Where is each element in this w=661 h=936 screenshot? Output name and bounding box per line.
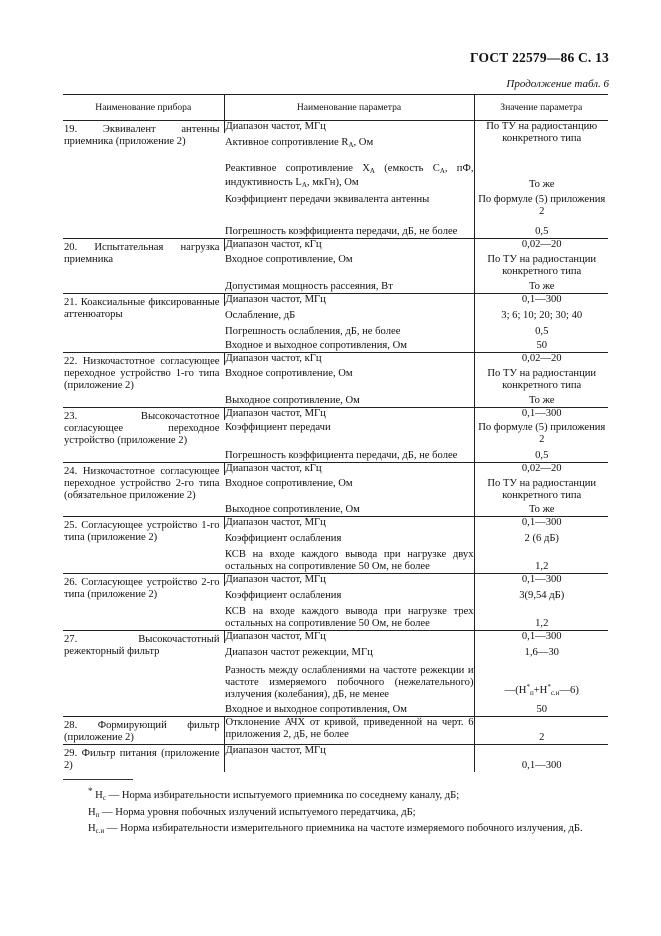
parameter-name: Входное сопротивление, Ом: [225, 368, 353, 379]
parameter-name: Выходное сопротивление, Ом: [225, 395, 360, 406]
parameter-name: Входное сопротивление, Ом: [225, 478, 353, 489]
column-header-parameter: Наименование параметра: [224, 95, 474, 121]
device-name: 20. Испытательная нагрузка приемника: [63, 239, 224, 294]
parameter-value: 0,02—20: [474, 463, 608, 476]
table-row: [63, 121, 608, 134]
device-name: 28. Формирующий фильтр (приложение 2): [63, 717, 224, 745]
parameter-name: Диапазон частот, МГц: [224, 631, 474, 644]
parameter-value: 0,1—300: [474, 294, 608, 307]
parameter-name: Диапазон частот, кГц: [224, 463, 474, 476]
parameter-name: КСВ на входе каждого вывода при нагрузке трех остальных на сопротивление 50 Ом, не более: [225, 606, 474, 629]
parameter-value: 0,02—20: [474, 239, 608, 252]
device-name: 27. Высокочастотный режекторный фильтр: [63, 631, 224, 717]
device-name: 21. Коаксиальные фиксированные аттенюаторы: [63, 294, 224, 353]
column-header-device: Наименование прибора: [63, 95, 224, 121]
parameter-name: Погрешность коэффициента передачи, дБ, не более: [225, 226, 458, 237]
parameter-name: Диапазон частот режекции, МГц: [225, 647, 373, 658]
table-row: [63, 353, 608, 366]
column-header-value: Значение параметра: [474, 95, 608, 121]
parameter-value: 0,1—300: [474, 517, 608, 530]
parameter-name: Диапазон частот, кГц: [224, 239, 474, 252]
table-header-row: [63, 95, 608, 121]
device-name: 22. Низкочастотное согласующее переходное устройство 1-го типа (приложение 2): [63, 353, 224, 408]
parameter-name: Диапазон частот, МГц: [224, 408, 474, 421]
parameter-value: 1,2: [474, 545, 608, 574]
table-row: [63, 574, 608, 587]
parameter-name: Активное сопротивление $R_А$, Ом: [225, 137, 374, 149]
parameter-name: Коэффициент передачи эквивалента антенны: [225, 194, 430, 205]
table-continuation-label: Продолжение табл. 6: [506, 78, 609, 90]
parameter-name: Диапазон частот, МГц: [224, 294, 474, 307]
parameter-name: Диапазон частот, МГц: [224, 517, 474, 530]
parameter-name: Разность между ослаблениями на частоте режекции и частоте измеряемого побочного (нежелательного) излучения (колебания), дБ, не менее: [225, 665, 474, 700]
parameter-value: 2: [474, 717, 608, 745]
parameter-name: Допустимая мощность рассеяния, Вт: [225, 281, 393, 292]
page-header: ГОСТ 22579—86 С. 13: [470, 50, 609, 65]
parameter-name: Входное и выходное сопротивления, Ом: [225, 704, 407, 715]
table-row: [63, 631, 608, 644]
equipment-table: [63, 94, 608, 772]
parameter-name: Погрешность коэффициента передачи, дБ, не более: [225, 450, 458, 461]
device-name: 25. Согласующее устройство 1-го типа (приложение 2): [63, 517, 224, 574]
parameter-value: 1,6—30: [474, 643, 608, 659]
table-row: [63, 517, 608, 530]
device-name: 29. Фильтр питания (приложение 2): [63, 745, 224, 773]
parameter-value: 0,02—20: [474, 353, 608, 366]
parameter-value: То же: [474, 502, 608, 517]
parameter-value: 0,5: [474, 322, 608, 338]
parameter-name: Коэффициент передачи: [225, 422, 331, 433]
footnotes: [88, 785, 583, 839]
parameter-name: Диапазон частот, кГц: [224, 353, 474, 366]
parameter-name: Реактивное сопротивление $X_А$ (емкость $C_А$, пФ, индуктивность $L_А$, мкГн), Ом: [225, 163, 474, 189]
table-row: [63, 717, 608, 745]
device-name: 24. Низкочастотное согласующее переходное устройство 2-го типа (обязательное приложение 2): [63, 463, 224, 517]
device-name: 19. Эквивалент антенны приемника (приложение 2): [63, 121, 224, 239]
parameter-value: $—(Н^*_п+Н^*_{с.и}—6)$: [474, 659, 608, 701]
parameter-value: 0,1—300: [474, 745, 608, 773]
parameter-name: Выходное сопротивление, Ом: [225, 504, 360, 515]
parameter-value: 1,2: [474, 602, 608, 631]
parameter-name: Коэффициент ослабления: [225, 533, 342, 544]
parameter-value: По ТУ на радиостанции конкретного типа: [474, 365, 608, 392]
parameter-value: То же: [474, 392, 608, 408]
parameter-value: 0,5: [474, 446, 608, 463]
parameter-value: 3; 6; 10; 20; 30; 40: [474, 306, 608, 322]
parameter-value: 0,1—300: [474, 574, 608, 587]
parameter-name: Ослабление, дБ: [225, 310, 296, 321]
parameter-value: 0,5: [474, 218, 608, 239]
table-row: [63, 294, 608, 307]
parameter-value: По формуле (5) приложения 2: [474, 191, 608, 218]
parameter-name: Диапазон частот, МГц: [224, 121, 474, 134]
parameter-value: По формуле (5) приложения 2: [474, 420, 608, 446]
parameter-value: 2 (6 дБ): [474, 529, 608, 545]
parameter-name: Коэффициент ослабления: [225, 590, 342, 601]
table-row: [63, 745, 608, 773]
parameter-value: По ТУ на радиостанцию конкретного типа: [474, 121, 608, 161]
device-name: 23. Высокочастотное согласующее переходное устройство (приложение 2): [63, 408, 224, 463]
parameter-name: КСВ на входе каждого вывода при нагрузке двух остальных на сопротивление 50 Ом, не более: [225, 549, 474, 572]
table-row: [63, 463, 608, 476]
parameter-value: По ТУ на радиостанции конкретного типа: [474, 475, 608, 502]
footnote: $Н_{с.и}$ — Норма избирательности измерительного приемника на частоте измеряемого побочного излучения, дБ.: [88, 823, 583, 835]
parameter-value: То же: [474, 160, 608, 191]
device-name: 26. Согласующее устройство 2-го типа (приложение 2): [63, 574, 224, 631]
parameter-name: Погрешность ослабления, дБ, не более: [225, 326, 401, 337]
parameter-value: 0,1—300: [474, 408, 608, 421]
parameter-value: По ТУ на радиостанции конкретного типа: [474, 251, 608, 278]
footnote: $Н_п$ — Норма уровня побочных излучений испытуемого передатчика, дБ;: [88, 806, 416, 819]
parameter-name: Входное и выходное сопротивления, Ом: [225, 340, 407, 351]
table-row: [63, 408, 608, 421]
parameter-name: Отклонение АЧХ от кривой, приведенной на черт. 6 приложения 2, дБ, не более: [224, 717, 474, 745]
parameter-name: Диапазон частот, МГц: [224, 574, 474, 587]
parameter-value: То же: [474, 278, 608, 294]
parameter-value: 0,1—300: [474, 631, 608, 644]
footnote-separator: [63, 779, 133, 780]
parameter-value: 3(9,54 дБ): [474, 586, 608, 602]
parameter-value: 50: [474, 701, 608, 717]
parameter-value: 50: [474, 338, 608, 353]
parameter-name: Диапазон частот, МГц: [224, 745, 474, 773]
footnote: * $Н_с$ — Норма избирательности испытуемого приемника по соседнему каналу, дБ;: [88, 786, 460, 802]
parameter-name: Входное сопротивление, Ом: [225, 254, 353, 265]
table-row: [63, 239, 608, 252]
